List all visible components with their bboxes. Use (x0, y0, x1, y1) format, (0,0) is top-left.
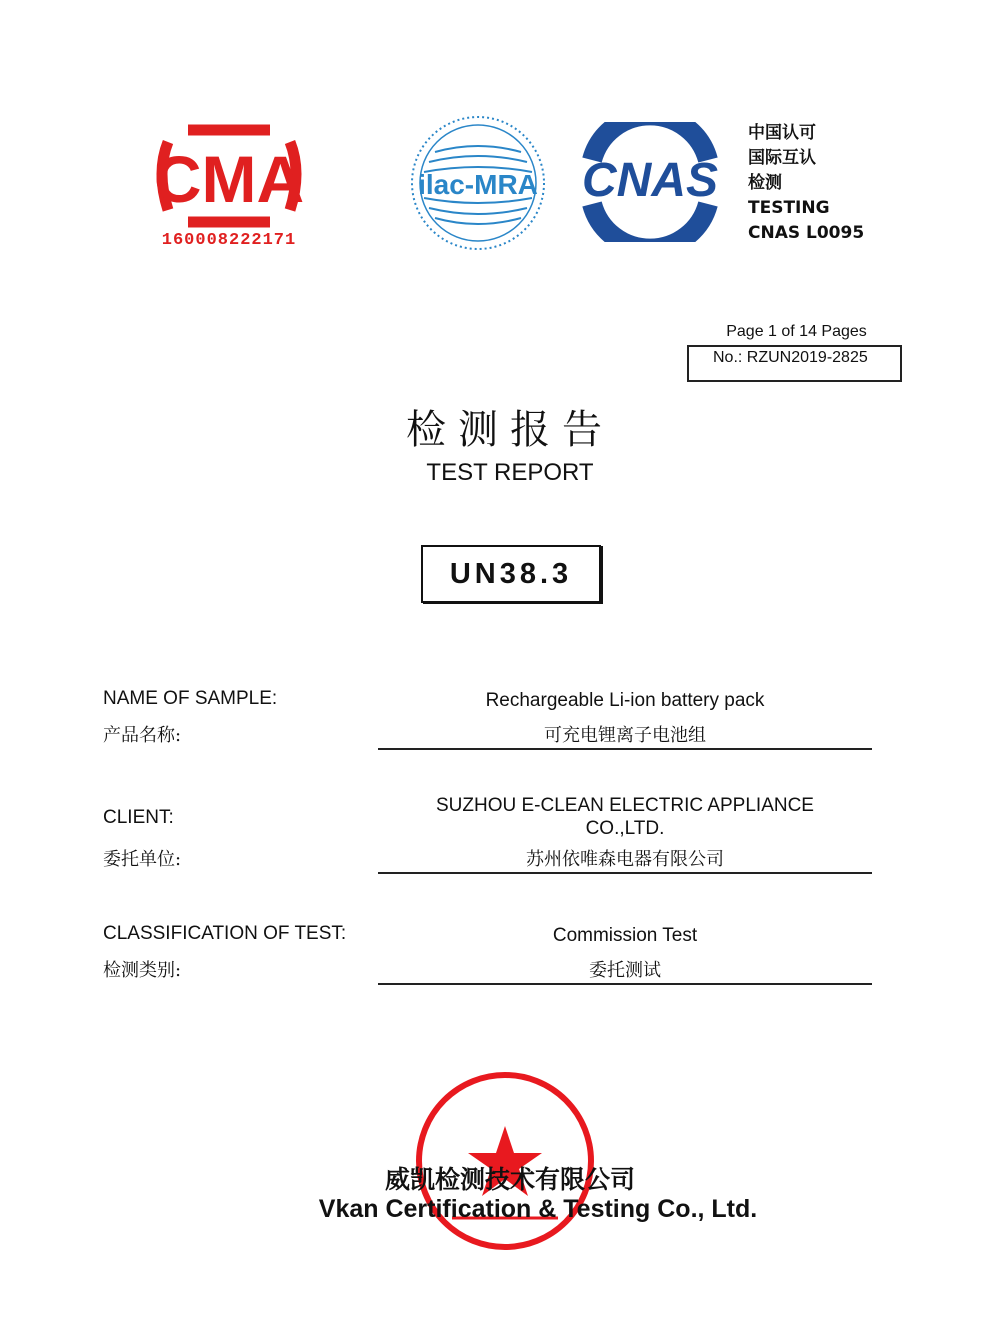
cnas-text: CNAS (581, 154, 719, 207)
client-label-en: CLIENT: (103, 807, 174, 828)
client-value-cn: 苏州依唯森电器有限公司 (526, 849, 724, 870)
client-value-en-line2: CO.,LTD. (585, 818, 665, 839)
cnas-line: 检测 (748, 173, 782, 193)
standard-box: UN38.3 (421, 545, 601, 603)
sample-value-cn: 可充电锂离子电池组 (544, 725, 706, 746)
classification-value-en: Commission Test (552, 925, 698, 946)
cma-logo (148, 122, 310, 250)
report-title-en: TEST REPORT (426, 459, 594, 486)
classification-label-en: CLASSIFICATION OF TEST: (103, 923, 347, 944)
sample-label-en: NAME OF SAMPLE: (103, 688, 278, 709)
cnas-line: CNAS L0095 (748, 223, 865, 243)
sample-underline (378, 748, 872, 750)
report-number: No.: RZUN2019-2825 (687, 345, 902, 382)
classification-value-cn: 委托测试 (589, 960, 661, 981)
cnas-logo (570, 122, 730, 242)
classification-label-cn: 检测类别: (103, 960, 182, 981)
cma-mark: CMA (153, 142, 305, 216)
cnas-accreditation-text (748, 121, 864, 246)
report-title-cn: 检测报告 (406, 407, 614, 453)
client-underline (378, 872, 872, 874)
cma-number: 160008222171 (161, 231, 297, 250)
cnas-line: 国际互认 (748, 148, 816, 168)
sample-value-en: Rechargeable Li-ion battery pack (485, 690, 765, 711)
page-count: Page 1 of 14 Pages (726, 323, 867, 340)
company-name-en: Vkan Certification & Testing Co., Ltd. (318, 1195, 758, 1223)
classification-underline (378, 983, 872, 985)
company-name-cn: 威凯检测技术有限公司 (384, 1165, 635, 1194)
sample-label-cn: 产品名称: (103, 725, 182, 746)
cnas-line: 中国认可 (748, 123, 816, 143)
cnas-line: TESTING (748, 198, 830, 218)
ilac-text: ilac-MRA (418, 169, 538, 200)
page-info (687, 323, 902, 382)
client-value-en-line1: SUZHOU E-CLEAN ELECTRIC APPLIANCE (436, 795, 814, 816)
client-label-cn: 委托单位: (103, 849, 182, 870)
ilac-mra-logo (407, 112, 549, 254)
